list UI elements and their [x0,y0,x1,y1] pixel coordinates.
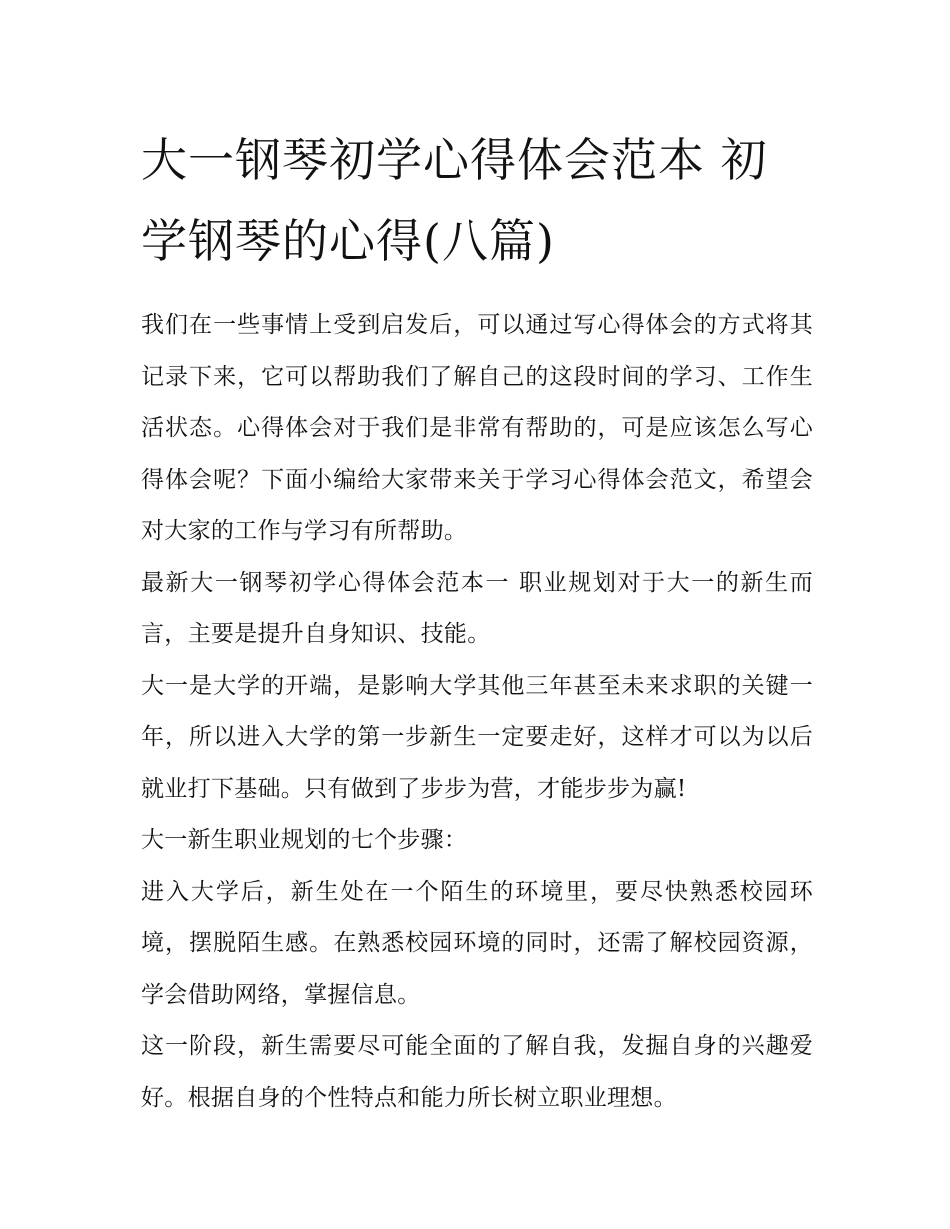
document-title: 大一钢琴初学心得体会范本 初学钢琴的心得(八篇) [141,133,768,268]
paragraph-sample-one: 最新大一钢琴初学心得体会范本一 职业规划对于大一的新生而言，主要是提升自身知识、技能。 [141,569,813,647]
paragraph-freshman-year: 大一是大学的开端，是影响大学其他三年甚至未来求职的关键一年，所以进入大学的第一步新生一定要走好，这样才可以为以后就业打下基础。只有做到了步步为营，才能步步为赢! [141,672,813,802]
document-body [141,300,813,1124]
document-page [141,120,813,1124]
paragraph-campus-environment: 进入大学后，新生处在一个陌生的环境里，要尽快熟悉校园环境，摆脱陌生感。在熟悉校园环境的同时，还需了解校园资源，学会借助网络，掌握信息。 [141,878,813,1008]
paragraph-self-knowledge: 这一阶段，新生需要尽可能全面的了解自我，发掘自身的兴趣爱好。根据自身的个性特点和能力所长树立职业理想。 [141,1033,813,1111]
paragraph-intro: 我们在一些事情上受到启发后，可以通过写心得体会的方式将其记录下来，它可以帮助我们了解自己的这段时间的学习、工作生活状态。心得体会对于我们是非常有帮助的，可是应该怎么写心得体会呢？下面小编给大家带来关于学习心得体会范文，希望会对大家的工作与学习有所帮助。 [141,312,813,544]
paragraph-steps-heading: 大一新生职业规划的七个步骤： [141,827,468,853]
